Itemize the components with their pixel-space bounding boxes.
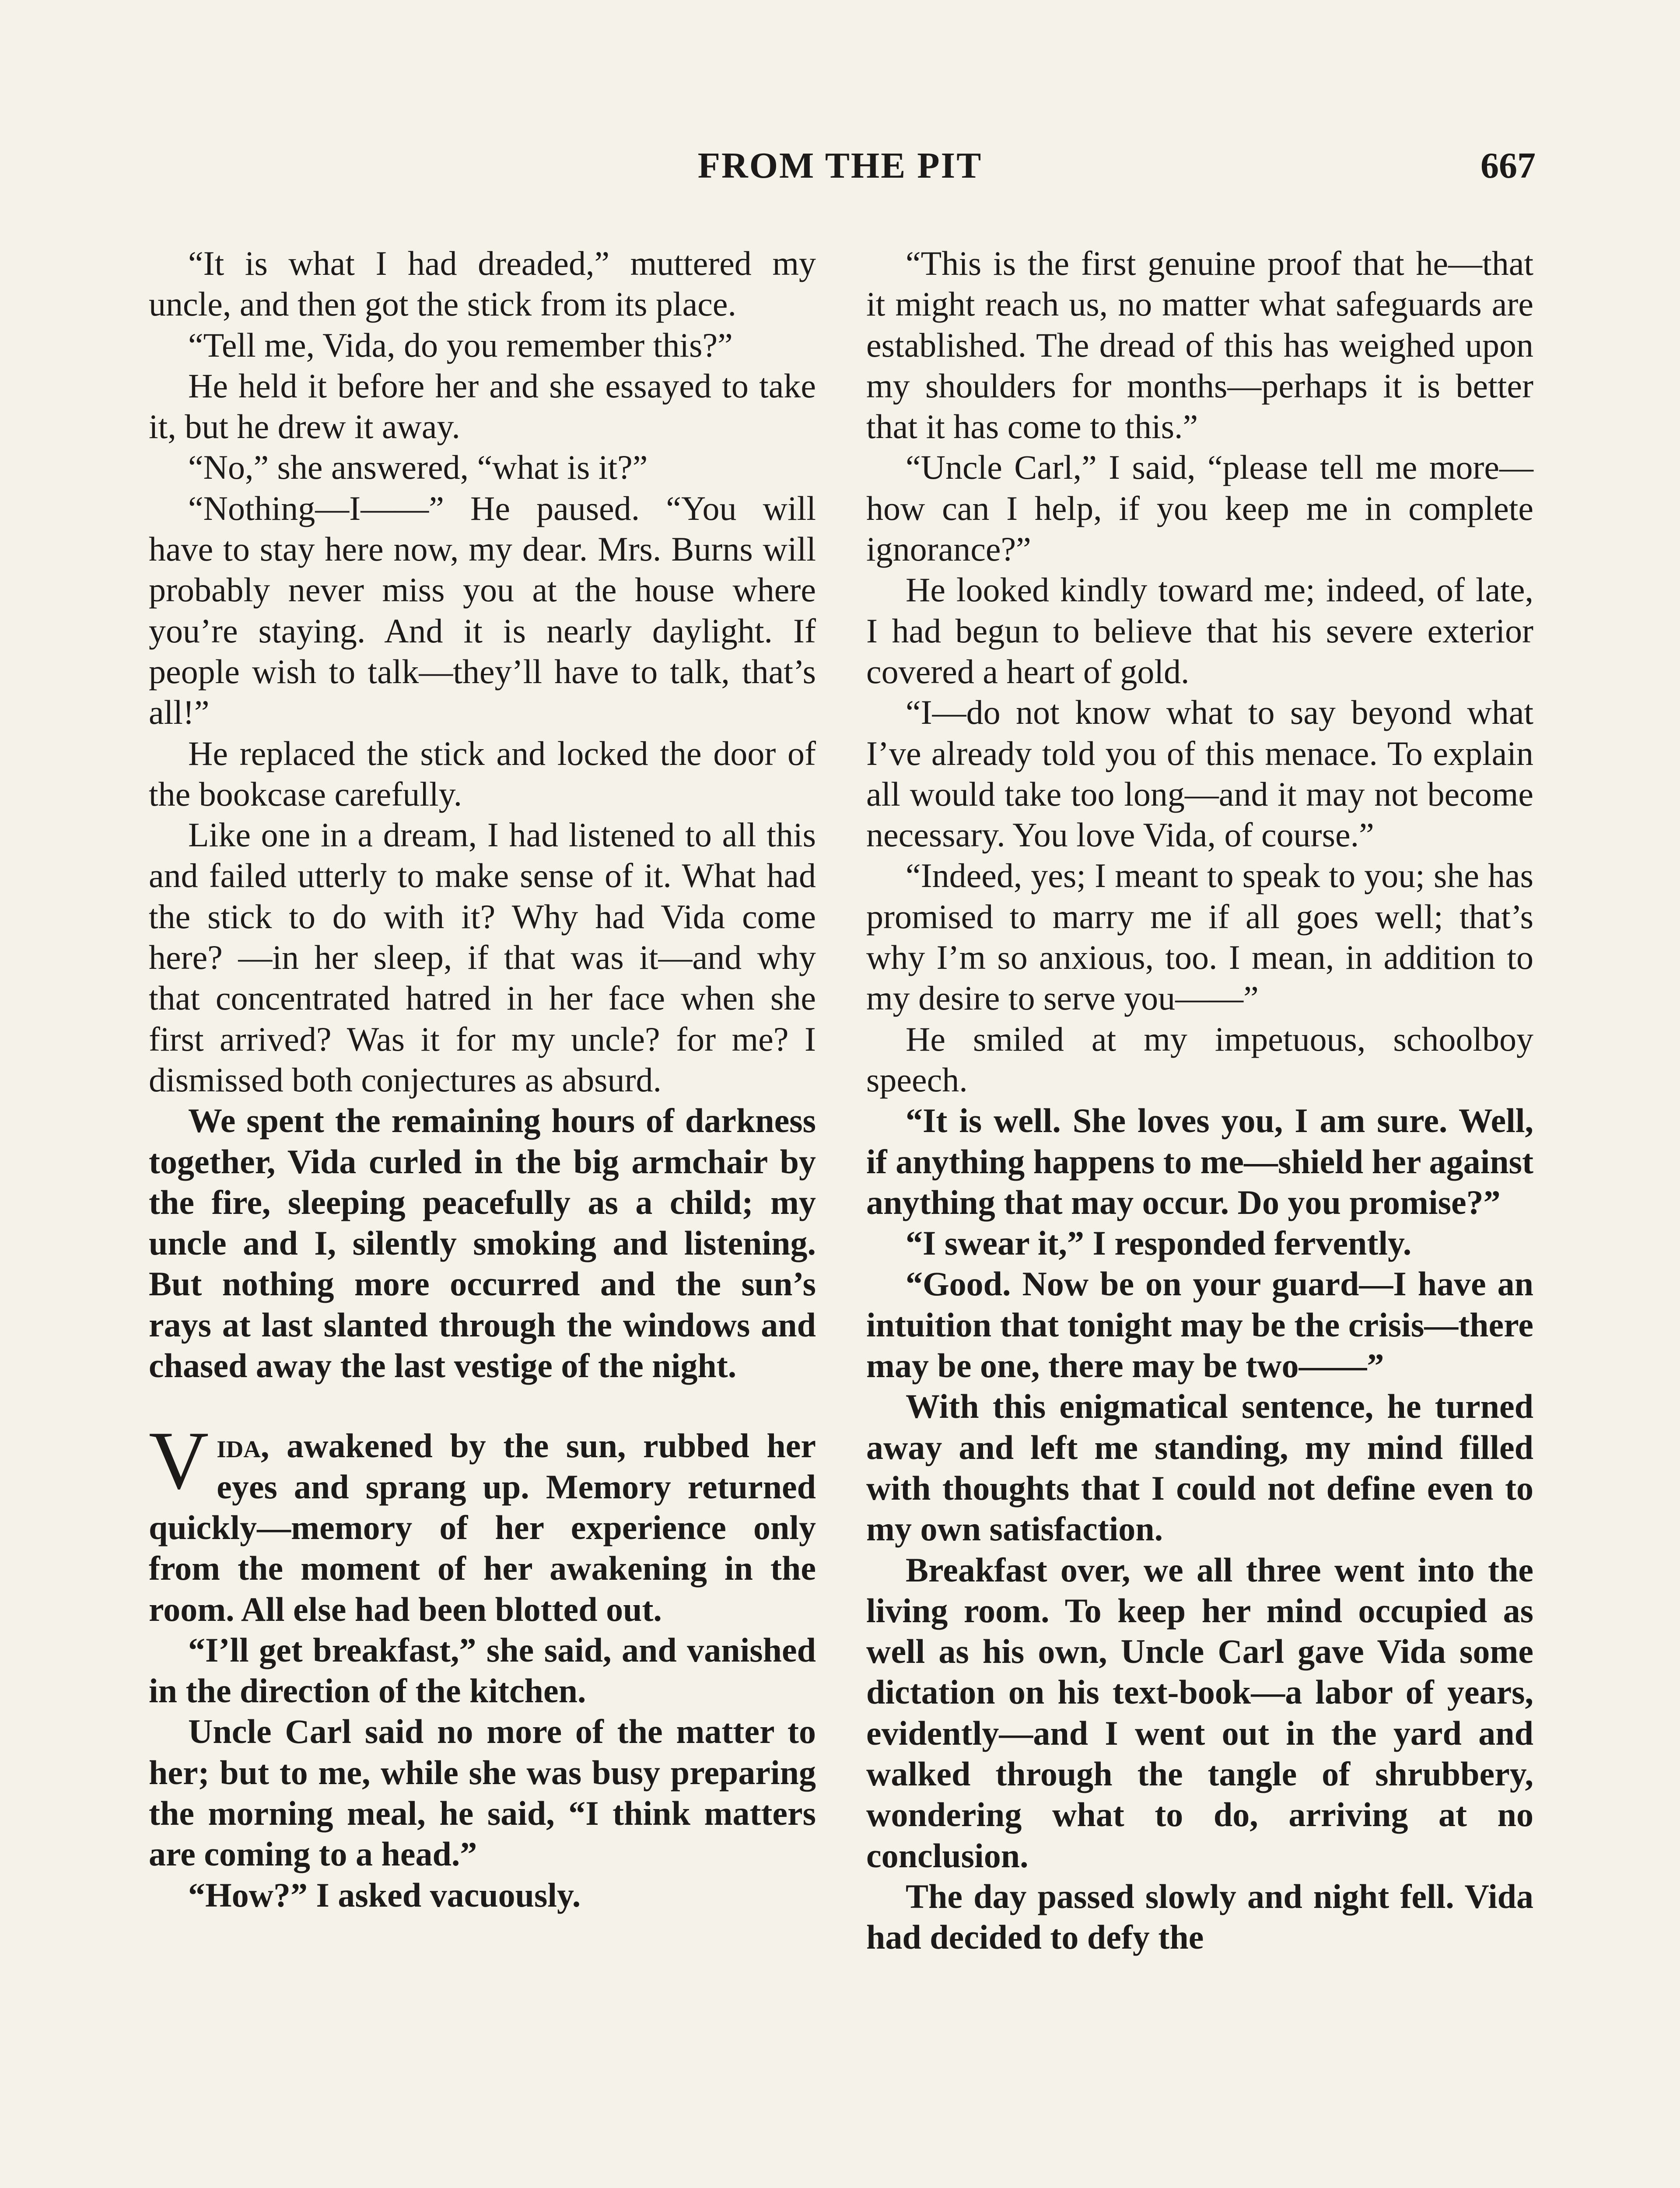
paragraph: “I’ll get breakfast,” she said, and vanished in the direction of the kitchen. [149,1630,816,1710]
left-column [149,243,816,1915]
paragraph-text: awakened by the sun, rubbed her eyes and sprang up. Memory returned quickly—memory of her experience only from the moment of her awakening in the room. All else had been blotted out. [149,1427,816,1628]
paragraph: “Tell me, Vida, do you remember this?” [188,326,733,364]
paragraph: “I swear it,” I responded fervently. [906,1224,1412,1262]
paragraph: He smiled at my impetuous, schoolboy speech. [866,1020,1533,1099]
right-column [866,243,1533,1957]
paragraph: “I—do not know what to say beyond what I’ve already told you of this menace. To explain all would take too long—and it may not become necessary. You love Vida, of course.” [866,693,1533,854]
paragraph: The day passed slowly and night fell. Vida had decided to defy the [866,1877,1533,1957]
paragraph: “Good. Now be on your guard—I have an intuition that tonight may be the crisis—there may be one, there may be two——” [866,1265,1533,1385]
small-caps-word: ida, [217,1427,270,1465]
paragraph: Uncle Carl said no more of the matter to her; but to me, while she was busy preparing the morning meal, he said, “I think matters are coming to a head.” [149,1712,816,1873]
paragraph: “No,” she answered, “what is it?” [188,448,648,487]
running-head [144,144,1536,197]
paragraph: We spent the remaining hours of darkness together, Vida curled in the big armchair by the fire, sleeping peacefully as a child; my uncle and I, silently smoking and listening. But nothing more occurred and the sun’s rays at last slanted through the windows and chased away the last vestige of the night. [149,1101,816,1385]
drop-cap: V [149,1415,209,1507]
paragraph: “It is well. She loves you, I am sure. Well, if anything happens to me—shield her against anything that may occur. Do you promise?” [866,1101,1533,1221]
paragraph: “Indeed, yes; I meant to speak to you; she has promised to marry me if all goes well; that’s why I’m so anxious, too. I mean, in addition to my desire to serve you——” [866,856,1533,1017]
paragraph: With this enigmatical sentence, he turned away and left me standing, my mind filled with thoughts that I could not define even to my own satisfaction. [866,1387,1533,1548]
paragraph: “Uncle Carl,” I said, “please tell me more—how can I help, if you keep me in complete ignorance?” [866,448,1533,568]
section-opening-paragraph [149,1415,816,1629]
paragraph: He looked kindly toward me; indeed, of late, I had begun to believe that his severe exterior covered a heart of gold. [866,571,1533,691]
paragraph: He replaced the stick and locked the door of the bookcase carefully. [149,734,816,813]
paragraph: “Nothing—I——” He paused. “You will have to stay here now, my dear. Mrs. Burns will probably never miss you at the house where you’re staying. And it is nearly daylight. If people wish to talk—they’ll have to talk, that’s all!” [149,489,816,732]
section-break [149,1386,816,1425]
paragraph: Breakfast over, we all three went into the living room. To keep her mind occupied as well as his own, Uncle Carl gave Vida some dictation on his text-book—a labor of years, evidently—and I went out in the yard and walked through the tangle of shrubbery, wondering what to do, arriving at no conclusion. [866,1550,1533,1875]
paragraph: He held it before her and she essayed to take it, but he drew it away. [149,366,816,446]
paragraph: “How?” I asked vacuously. [188,1876,581,1914]
page-number: 667 [1480,145,1536,186]
running-title: FROM THE PIT [697,145,983,186]
paragraph: “It is what I had dreaded,” muttered my uncle, and then got the stick from its place. [149,244,816,323]
paragraph: “This is the first genuine proof that he—that it might reach us, no matter what safeguards are established. The dread of this has weighed upon my shoulders for months—perhaps it is better that it has come to this.” [866,244,1533,446]
paragraph: Like one in a dream, I had listened to all this and failed utterly to make sense of it. What had the stick to do with it? Why had Vida come here? —in her sleep, if that was it—and why that concentrated hatred in her face when she first arrived? Was it for my uncle? for me? I dismissed both conjectures as absurd. [149,816,816,1099]
